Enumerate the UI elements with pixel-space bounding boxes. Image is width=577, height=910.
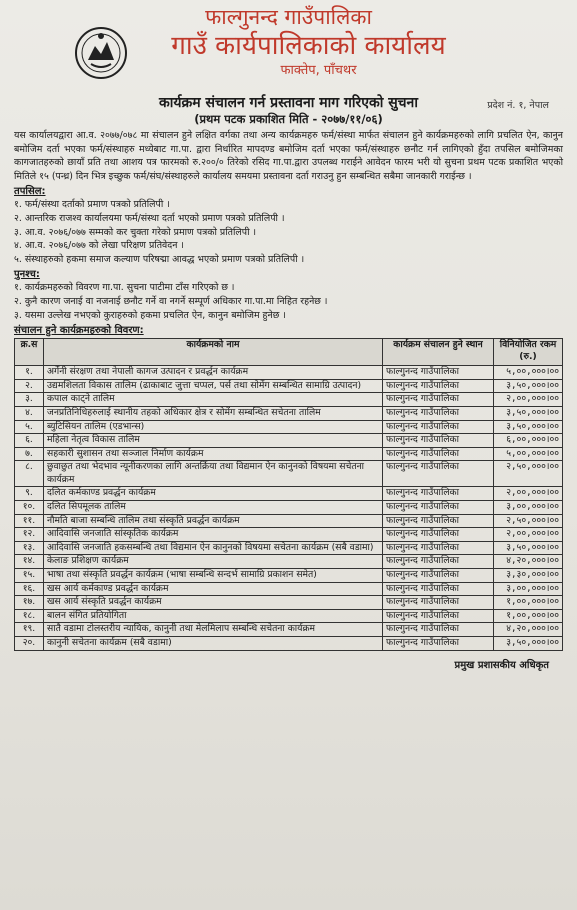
row-location: फाल्गुनन्द गाउँपालिका [383, 541, 494, 555]
row-program-name: सातै वडामा टोलस्तरीय न्यायिक, कानुनी तथा मेलमिलाप सम्बन्धि सचेतना कार्यक्रम [44, 623, 383, 637]
table-row [15, 528, 563, 542]
table-row [15, 447, 563, 461]
row-location: फाल्गुनन्द गाउँपालिका [383, 623, 494, 637]
office-name: गाउँ कार्यपालिकाको कार्यालय [171, 31, 446, 61]
row-amount: ३,५०,०००।०० [494, 406, 563, 420]
notice-body: यस कार्यालयद्वारा आ.व. २०७७/०७८ मा संचालन हुने लक्षित वर्गका तथा अन्य कार्यक्रमहरु फर्म/संस्था मार्फत संचालन हुने कार्यक्रमहरुको लागि प्रचलित ऐन, कानुन बमोजिम दर्ता भएका फर्म/संस्थाहरु मध्येबाट गा.पा. द्वारा निर्धारित मापदण्ड बमोजिम दर्ता भएका फर्म/संस्थाहरु छनौट गर्न लागिएको हुँदा तपसिल बमोजिमका कागजातहरुको छायाँ प्रति तथा आशय पत्र फारमको रु.२००/० तिरेको रसिद गा.पा.द्वारा उपलब्ध गराईने आवेदन फारम भरी यो सुचना प्रथम पटक प्रकाशित भएको मितिले १५ (पन्ध्र) दिन भित्र इच्छुक फर्म/संघ/संस्थाहरुले कार्यालय समयमा प्रस्तावना दर्ता गराउनु हुन सम्बन्धित सबैमा जानकारी गराईन्छ । [14, 130, 563, 182]
row-program-name: दलित सिपमूलक तालिम [44, 501, 383, 515]
table-row [15, 487, 563, 501]
table-row [15, 582, 563, 596]
list-item: ४. आ.व. २०७६/०७७ को लेखा परिक्षण प्रतिवेदन । [14, 240, 184, 252]
nepal-government-emblem-icon [74, 26, 128, 80]
row-amount: २,००,०००।०० [494, 487, 563, 501]
row-amount: १,००,०००।०० [494, 596, 563, 610]
table-row [15, 569, 563, 583]
row-serial: १. [15, 366, 44, 380]
table-row [15, 623, 563, 637]
list-item: ३. आ.व. २०७६/०७७ सम्मको कर चुक्ता गरेको प्रमाण पत्रको प्रतिलिपी । [14, 226, 257, 238]
notice-title: कार्यक्रम संचालन गर्न प्रस्तावना माग गरिएको सुचना [159, 95, 418, 111]
row-serial: २०. [15, 637, 44, 651]
row-amount: २,५०,०००।०० [494, 514, 563, 528]
row-location: फाल्गुनन्द गाउँपालिका [383, 393, 494, 407]
row-program-name: दलित कर्मकाण्ड प्रवर्द्धन कार्यक्रम [44, 487, 383, 501]
row-program-name: छुवाछुत तथा भेदभाव न्यूनीकरणका लागि अन्तर्क्रिया तथा विद्यमान ऐन कानुनको विषयमा सचेतना कार्यक्रम [44, 461, 383, 487]
row-program-name: कपाल काट्ने तालिम [44, 393, 383, 407]
program-table-heading: संचालन हुने कार्यक्रमहरुको विवरण: [14, 325, 144, 337]
table-row [15, 541, 563, 555]
row-program-name: आदिवासि जनजाति हकसम्बन्धि तथा विद्यमान ऐन कानुनको विषयमा सचेतना कार्यक्रम (सबै वडामा) [44, 541, 383, 555]
row-location: फाल्गुनन्द गाउँपालिका [383, 637, 494, 651]
row-location: फाल्गुनन्द गाउँपालिका [383, 434, 494, 448]
list-item: १. कार्यक्रमहरुको विवरण गा.पा. सुचना पाटीमा टाँस गरिएको छ । [14, 282, 235, 294]
province-label: प्रदेश नं. १, नेपाल [487, 100, 549, 111]
row-program-name: जनप्रतिनिधिहरुलाई स्थानीय तहको अधिकार क्षेत्र र सोमेंग सम्बन्धित सचेतना तालिम [44, 406, 383, 420]
row-serial: ५. [15, 420, 44, 434]
row-location: फाल्गुनन्द गाउँपालिका [383, 569, 494, 583]
row-serial: ८. [15, 461, 44, 487]
row-location: फाल्गुनन्द गाउँपालिका [383, 447, 494, 461]
row-program-name: कानुनी सचेतना कार्यक्रम (सबै वडामा) [44, 637, 383, 651]
row-location: फाल्गुनन्द गाउँपालिका [383, 420, 494, 434]
table-row [15, 434, 563, 448]
row-program-name: महिला नेतृत्व विकास तालिम [44, 434, 383, 448]
table-row [15, 393, 563, 407]
row-program-name: खस आर्य कर्मकाण्ड प्रवर्द्धन कार्यक्रम [44, 582, 383, 596]
row-serial: १२. [15, 528, 44, 542]
row-location: फाल्गुनन्द गाउँपालिका [383, 609, 494, 623]
row-location: फाल्गुनन्द गाउँपालिका [383, 406, 494, 420]
notice-subtitle: (प्रथम पटक प्रकाशित मिति - २०७७/११/०६) [194, 112, 383, 126]
row-serial: ९. [15, 487, 44, 501]
row-location: फाल्गुनन्द गाउँपालिका [383, 596, 494, 610]
row-serial: १६. [15, 582, 44, 596]
row-serial: १७. [15, 596, 44, 610]
row-location: फाल्गुनन्द गाउँपालिका [383, 461, 494, 487]
notes-heading: पुनश्च: [14, 269, 40, 281]
table-header-row [15, 339, 563, 366]
table-row [15, 637, 563, 651]
row-serial: १०. [15, 501, 44, 515]
notes-list [14, 281, 563, 322]
tapsil-heading: तपसिल: [14, 186, 46, 198]
table-row [15, 609, 563, 623]
row-location: फाल्गुनन्द गाउँपालिका [383, 582, 494, 596]
list-item: १. फर्म/संस्था दर्ताको प्रमाण पत्रको प्रतिलिपी । [14, 199, 170, 211]
tapsil-list [14, 198, 563, 266]
row-serial: ११. [15, 514, 44, 528]
col-location: कार्यक्रम संचालन हुने स्थान [383, 339, 494, 366]
row-serial: १५. [15, 569, 44, 583]
row-amount: ३,५०,०००।०० [494, 541, 563, 555]
program-table-body [15, 366, 563, 650]
row-amount: ३,३०,०००।०० [494, 569, 563, 583]
row-location: फाल्गुनन्द गाउँपालिका [383, 366, 494, 380]
row-serial: ७. [15, 447, 44, 461]
table-row [15, 461, 563, 487]
row-amount: ३,००,०००।०० [494, 582, 563, 596]
row-location: फाल्गुनन्द गाउँपालिका [383, 379, 494, 393]
row-program-name: बालन संगित प्रतियोगिता [44, 609, 383, 623]
row-amount: ३,५०,०००।०० [494, 420, 563, 434]
row-amount: ५,००,०००।०० [494, 366, 563, 380]
row-location: फाल्गुनन्द गाउँपालिका [383, 528, 494, 542]
row-serial: ३. [15, 393, 44, 407]
row-location: फाल्गुनन्द गाउँपालिका [383, 501, 494, 515]
col-serial: क्र.स [15, 339, 44, 366]
table-row [15, 501, 563, 515]
row-amount: ३,५०,०००।०० [494, 637, 563, 651]
row-program-name: सहकारी सुशासन तथा सञ्जाल निर्माण कार्यक्रम [44, 447, 383, 461]
list-item: २. कुनै कारण जनाई वा नजनाई छनौट गर्ने वा नगर्ने सम्पूर्ण अधिकार गा.पा.मा निहित रहनेछ । [14, 295, 328, 307]
row-amount: २,५०,०००।०० [494, 461, 563, 487]
row-serial: २. [15, 379, 44, 393]
table-row [15, 514, 563, 528]
row-program-name: ब्युटिसियन तालिम (एडभान्स) [44, 420, 383, 434]
list-item: २. आन्तरिक राजश्व कार्यालयमा फर्म/संस्था दर्ता भएको प्रमाण पत्रको प्रतिलिपी । [14, 212, 285, 224]
row-serial: ४. [15, 406, 44, 420]
row-serial: १३. [15, 541, 44, 555]
row-program-name: आदिवासि जनजाति सांस्कृतिक कार्यक्रम [44, 528, 383, 542]
office-address: फाक्तेप, पाँचथर [280, 63, 357, 78]
row-program-name: नौमति बाजा सम्बन्धि तालिम तथा संस्कृति प्रवर्द्धन कार्यक्रम [44, 514, 383, 528]
list-item: ५. संस्थाहरुको हकमा समाज कल्याण परिषद्मा आवद्ध भएको प्रमाण पत्रको प्रतिलिपी । [14, 253, 305, 265]
row-amount: २,००,०००।०० [494, 393, 563, 407]
row-amount: १,००,०००।०० [494, 609, 563, 623]
table-row [15, 406, 563, 420]
signatory-title: प्रमुख प्रशासकीय अधिकृत [454, 659, 549, 671]
row-program-name: भाषा तथा संस्कृति प्रवर्द्धन कार्यक्रम (भाषा सम्बन्धि सन्दर्भ सामाग्रि प्रकाशन समेत) [44, 569, 383, 583]
list-item: ३. यसमा उल्लेख नभएको कुराहरुको हकमा प्रचलित ऐन, कानुन बमोजिम हुनेछ । [14, 309, 286, 321]
row-program-name: अर्गेनी संरक्षण तथा नेपाली कागज उत्पादन र प्रवर्द्धन कार्यक्रम [44, 366, 383, 380]
row-serial: १४. [15, 555, 44, 569]
program-table [14, 338, 563, 650]
row-program-name: केलाङ प्रशिक्षण कार्यक्रम [44, 555, 383, 569]
row-amount: ४,२०,०००।०० [494, 623, 563, 637]
table-row [15, 555, 563, 569]
row-amount: ५,००,०००।०० [494, 447, 563, 461]
municipality-name: फाल्गुनन्द गाउँपालिका [205, 5, 372, 29]
row-location: फाल्गुनन्द गाउँपालिका [383, 514, 494, 528]
row-serial: १९. [15, 623, 44, 637]
table-row [15, 379, 563, 393]
col-program-name: कार्यक्रमको नाम [44, 339, 383, 366]
table-row [15, 366, 563, 380]
row-serial: १८. [15, 609, 44, 623]
table-row [15, 420, 563, 434]
row-location: फाल्गुनन्द गाउँपालिका [383, 555, 494, 569]
row-location: फाल्गुनन्द गाउँपालिका [383, 487, 494, 501]
row-program-name: खस आर्य संस्कृति प्रवर्द्धन कार्यक्रम [44, 596, 383, 610]
row-amount: ४,२०,०००।०० [494, 555, 563, 569]
row-serial: ६. [15, 434, 44, 448]
row-amount: २,००,०००।०० [494, 528, 563, 542]
row-program-name: उद्यमशिलता विकास तालिम (ढाकाबाट जुत्ता चप्पल, पर्स तथा सोमेंग सम्बन्धित सामाग्रि उत्पादन) [44, 379, 383, 393]
row-amount: ६,००,०००।०० [494, 434, 563, 448]
table-row [15, 596, 563, 610]
col-amount: विनियोजित रकम (रु.) [494, 339, 563, 366]
row-amount: ३,००,०००।०० [494, 501, 563, 515]
row-amount: ३,५०,०००।०० [494, 379, 563, 393]
